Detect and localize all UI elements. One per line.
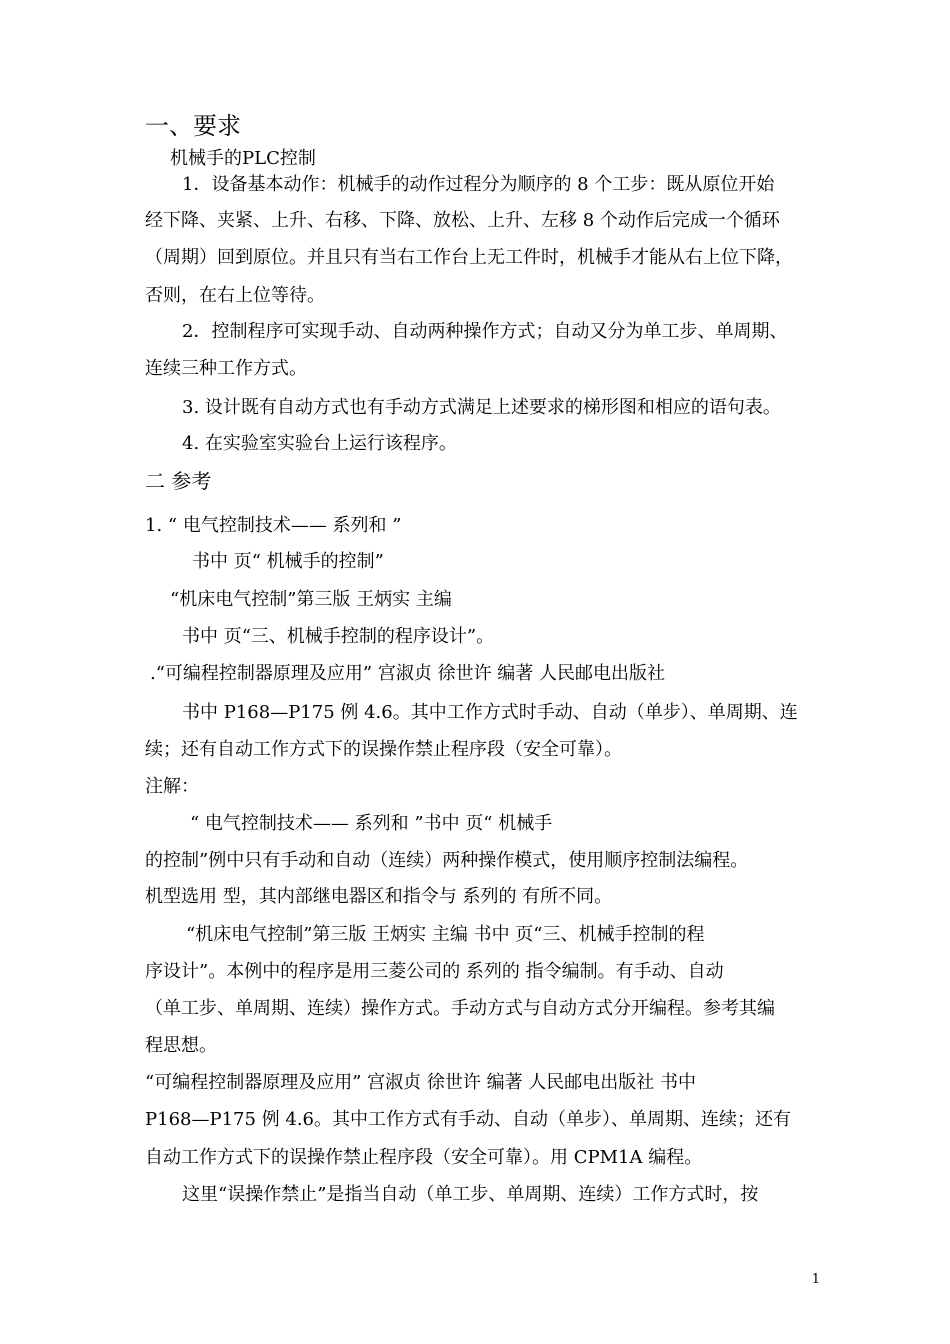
notes-line: 程思想。 xyxy=(145,1035,217,1056)
paragraph-line: （周期）回到原位。并且只有当右工作台上无工件时，机械手才能从右上位下降， xyxy=(145,247,793,268)
notes-line: 机型选用 型，其内部继电器区和指令与 系列的 有所不同。 xyxy=(145,886,613,907)
notes-line: 序设计”。本例中的程序是用三菱公司的 系列的 指令编制。有手动、自动 xyxy=(145,961,724,982)
notes-heading: 注解： xyxy=(145,776,199,797)
reference-line: “机床电气控制”第三版 王炳实 主编 xyxy=(170,589,452,610)
section-heading-requirements: 一、要求 xyxy=(145,112,241,140)
reference-line: .“可编程控制器原理及应用” 宫淑贞 徐世许 编著 人民邮电出版社 xyxy=(150,663,666,684)
notes-line: P168—P175 例 4.6。其中工作方式有手动、自动（单步）、单周期、连续；还有 xyxy=(145,1109,792,1130)
paragraph-line: 连续三种工作方式。 xyxy=(145,358,307,379)
reference-line: 书中 页“ 机械手的控制” xyxy=(192,551,384,572)
section-heading-references: 二 参考 xyxy=(145,469,212,493)
paragraph-line: 1．设备基本动作：机械手的动作过程分为顺序的 8 个工步：既从原位开始 xyxy=(182,174,775,195)
notes-line: “ 电气控制技术—— 系列和 ”书中 页“ 机械手 xyxy=(190,813,553,834)
paragraph-line: 4. 在实验室实验台上运行该程序。 xyxy=(182,433,457,454)
notes-line: （单工步、单周期、连续）操作方式。手动方式与自动方式分开编程。参考其编 xyxy=(145,998,775,1019)
reference-line: 1. “ 电气控制技术—— 系列和 ” xyxy=(145,515,402,536)
notes-line: 这里“误操作禁止”是指当自动（单工步、单周期、连续）工作方式时，按 xyxy=(182,1184,759,1205)
reference-line: 书中 P168—P175 例 4.6。其中工作方式时手动、自动（单步）、单周期、连 xyxy=(182,702,798,723)
notes-line: “机床电气控制”第三版 王炳实 主编 书中 页“三、机械手控制的程 xyxy=(186,924,705,945)
notes-line: 的控制”例中只有手动和自动（连续）两种操作模式，使用顺序控制法编程。 xyxy=(145,850,749,871)
subtitle: 机械手的PLC控制 xyxy=(170,148,316,169)
page-number: 1 xyxy=(811,1272,820,1287)
paragraph-line: 否则，在右上位等待。 xyxy=(145,285,325,306)
reference-line: 书中 页“三、机械手控制的程序设计”。 xyxy=(182,626,495,647)
paragraph-line: 2．控制程序可实现手动、自动两种操作方式；自动又分为单工步、单周期、 xyxy=(182,321,788,342)
reference-line: 续；还有自动工作方式下的误操作禁止程序段（安全可靠）。 xyxy=(145,739,622,760)
paragraph-line: 3. 设计既有自动方式也有手动方式满足上述要求的梯形图和相应的语句表。 xyxy=(182,397,781,418)
notes-line: 自动工作方式下的误操作禁止程序段（安全可靠）。用 CPM1A 编程。 xyxy=(145,1147,703,1168)
notes-line: “可编程控制器原理及应用” 宫淑贞 徐世许 编著 人民邮电出版社 书中 xyxy=(145,1072,697,1093)
paragraph-line: 经下降、夹紧、上升、右移、下降、放松、上升、左移 8 个动作后完成一个循环 xyxy=(145,210,780,231)
